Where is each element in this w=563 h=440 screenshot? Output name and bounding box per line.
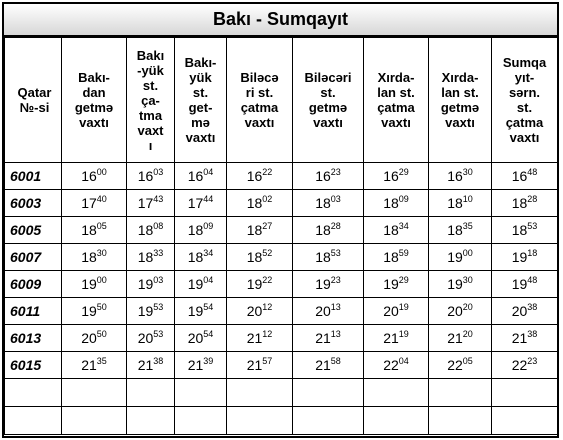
time-cell [127,190,175,217]
header-row [5,38,558,163]
time-hour: 20 [246,303,263,319]
time-cell [364,352,429,379]
time-hour: 18 [315,249,331,265]
time-cell [364,271,429,298]
time-minute: 03 [330,194,341,204]
time-hour: 22 [383,357,399,373]
time-minute: 00 [462,248,473,258]
time-minute: 23 [330,167,341,177]
time-minute: 19 [398,329,409,339]
time-minute: 12 [262,302,273,312]
time-hour: 21 [511,330,528,346]
time-minute: 39 [203,356,214,366]
time-cell [227,325,293,352]
time-hour: 19 [511,249,528,265]
time-cell [127,271,175,298]
empty-cell [293,379,364,407]
time-minute: 10 [462,194,473,204]
time-minute: 13 [330,329,341,339]
train-number: 6005 [5,217,62,244]
time-minute: 57 [262,356,273,366]
time-cell [127,163,175,190]
time-hour: 19 [315,276,331,292]
time-minute: 20 [462,329,473,339]
time-hour: 18 [383,222,399,238]
time-hour: 16 [81,168,97,184]
time-cell [127,352,175,379]
time-hour: 16 [137,168,154,184]
time-hour: 20 [81,330,97,346]
time-minute: 03 [153,167,164,177]
train-number: 6013 [5,325,62,352]
header-bileceri-departure: Biləcəri st. getmə vaxtı [293,38,364,163]
time-cell [492,163,558,190]
time-cell [429,298,492,325]
header-xirdalan-departure: Xırda- lan st. getmə vaxtı [429,38,492,163]
time-cell [429,190,492,217]
header-xirdalan-arrival: Xırda- lan st. çatma vaxtı [364,38,429,163]
time-minute: 00 [96,167,107,177]
time-minute: 04 [203,275,214,285]
time-hour: 18 [315,195,331,211]
time-cell [62,298,127,325]
empty-cell [175,407,227,435]
header-bakiyuk-departure: Bakı- yük st. get- mə vaxtı [175,38,227,163]
time-minute: 22 [262,275,273,285]
train-number: 6007 [5,244,62,271]
time-minute: 48 [527,275,538,285]
time-minute: 54 [203,329,214,339]
time-cell [492,271,558,298]
time-minute: 18 [527,248,538,258]
time-hour: 17 [81,195,97,211]
time-cell [227,352,293,379]
time-cell [175,190,227,217]
time-cell [175,163,227,190]
time-hour: 18 [81,249,97,265]
time-hour: 21 [315,357,331,373]
time-minute: 54 [203,302,214,312]
time-minute: 02 [262,194,273,204]
time-hour: 20 [137,330,154,346]
time-hour: 16 [187,168,204,184]
empty-cell [5,379,62,407]
time-cell [293,163,364,190]
time-minute: 30 [96,248,107,258]
time-cell [364,298,429,325]
table-row [5,244,558,271]
empty-cell [127,379,175,407]
time-minute: 43 [153,194,164,204]
time-cell [293,271,364,298]
time-minute: 30 [462,275,473,285]
time-hour: 21 [447,330,463,346]
time-hour: 16 [246,168,263,184]
empty-cell [127,407,175,435]
schedule-table [4,37,558,435]
time-cell [62,352,127,379]
time-minute: 28 [330,221,341,231]
time-hour: 19 [81,276,97,292]
time-cell [62,217,127,244]
empty-cell [492,407,558,435]
time-minute: 44 [203,194,214,204]
time-hour: 18 [187,249,204,265]
empty-row [5,407,558,435]
time-minute: 33 [153,248,164,258]
time-cell [127,298,175,325]
time-minute: 38 [527,302,538,312]
time-cell [429,244,492,271]
time-cell [293,190,364,217]
header-baki-departure: Bakı- dan getmə vaxtı [62,38,127,163]
time-hour: 18 [137,222,154,238]
time-cell [429,163,492,190]
empty-cell [492,379,558,407]
time-minute: 09 [203,221,214,231]
time-cell [364,325,429,352]
time-cell [227,217,293,244]
time-hour: 16 [315,168,331,184]
train-number: 6003 [5,190,62,217]
time-cell [62,244,127,271]
time-cell [429,325,492,352]
time-hour: 19 [81,303,97,319]
time-cell [62,325,127,352]
time-hour: 18 [447,222,463,238]
time-hour: 18 [383,249,399,265]
time-cell [62,163,127,190]
time-hour: 20 [187,330,204,346]
table-row [5,325,558,352]
time-cell [175,352,227,379]
time-minute: 09 [398,194,409,204]
time-hour: 20 [315,303,331,319]
time-minute: 19 [398,302,409,312]
time-hour: 21 [137,357,154,373]
time-hour: 18 [81,222,97,238]
time-minute: 35 [96,356,107,366]
time-cell [492,217,558,244]
table-row [5,217,558,244]
time-hour: 19 [187,276,204,292]
time-minute: 59 [398,248,409,258]
time-hour: 21 [383,330,399,346]
time-hour: 20 [511,303,528,319]
time-cell [364,190,429,217]
time-minute: 34 [398,221,409,231]
time-hour: 21 [246,357,263,373]
time-hour: 16 [447,168,463,184]
time-cell [492,244,558,271]
time-cell [492,190,558,217]
time-cell [293,217,364,244]
time-hour: 20 [447,303,463,319]
time-hour: 21 [315,330,331,346]
time-minute: 58 [330,356,341,366]
time-cell [492,325,558,352]
time-hour: 21 [187,357,204,373]
time-hour: 18 [187,222,204,238]
time-minute: 08 [153,221,164,231]
time-cell [429,217,492,244]
time-minute: 34 [203,248,214,258]
time-minute: 52 [262,248,273,258]
empty-cell [364,379,429,407]
header-train-number: Qatar №-si [5,38,62,163]
empty-cell [293,407,364,435]
time-minute: 04 [398,356,409,366]
table-row [5,352,558,379]
schedule-container [2,2,559,438]
table-row [5,271,558,298]
time-minute: 23 [527,356,538,366]
time-minute: 03 [153,275,164,285]
time-minute: 53 [153,302,164,312]
table-row [5,298,558,325]
time-minute: 40 [96,194,107,204]
time-minute: 53 [330,248,341,258]
time-cell [364,163,429,190]
time-cell [127,325,175,352]
time-minute: 38 [527,329,538,339]
empty-cell [429,407,492,435]
time-hour: 19 [137,303,154,319]
time-cell [175,298,227,325]
time-cell [429,271,492,298]
time-minute: 28 [527,194,538,204]
time-minute: 12 [262,329,273,339]
schedule-title: Bakı - Sumqayıt [4,4,557,37]
time-cell [62,271,127,298]
time-hour: 22 [447,357,463,373]
time-hour: 18 [511,222,528,238]
time-hour: 22 [511,357,528,373]
time-hour: 18 [315,222,331,238]
time-minute: 27 [262,221,273,231]
empty-cell [5,407,62,435]
time-cell [127,217,175,244]
empty-row [5,379,558,407]
empty-cell [62,407,127,435]
time-cell [227,163,293,190]
time-cell [364,217,429,244]
time-minute: 53 [527,221,538,231]
time-hour: 21 [81,357,97,373]
train-number: 6009 [5,271,62,298]
time-minute: 00 [96,275,107,285]
time-minute: 13 [330,302,341,312]
train-number: 6015 [5,352,62,379]
time-minute: 48 [527,167,538,177]
table-row [5,190,558,217]
time-hour: 19 [447,276,463,292]
schedule-body [5,163,558,435]
time-cell [293,325,364,352]
time-hour: 21 [246,330,263,346]
header-sumqayit-arrival: Sumqa yıt- sərn. st. çatma vaxtı [492,38,558,163]
time-cell [175,217,227,244]
time-hour: 19 [246,276,263,292]
time-minute: 20 [462,302,473,312]
time-minute: 50 [96,329,107,339]
time-cell [227,244,293,271]
time-minute: 29 [398,167,409,177]
time-minute: 05 [462,356,473,366]
time-minute: 04 [203,167,214,177]
time-minute: 50 [96,302,107,312]
time-hour: 16 [511,168,528,184]
time-cell [175,325,227,352]
time-hour: 17 [137,195,154,211]
time-cell [175,271,227,298]
empty-cell [429,379,492,407]
empty-cell [175,379,227,407]
empty-cell [227,379,293,407]
train-number: 6011 [5,298,62,325]
time-hour: 18 [511,195,528,211]
time-hour: 18 [137,249,154,265]
time-cell [62,190,127,217]
time-hour: 19 [511,276,528,292]
time-hour: 18 [246,222,263,238]
time-cell [492,298,558,325]
time-cell [127,244,175,271]
time-hour: 19 [447,249,463,265]
time-hour: 19 [137,276,154,292]
time-cell [364,244,429,271]
time-cell [429,352,492,379]
time-cell [293,352,364,379]
time-minute: 53 [153,329,164,339]
time-cell [175,244,227,271]
time-hour: 16 [383,168,399,184]
time-hour: 18 [447,195,463,211]
time-hour: 17 [187,195,204,211]
time-hour: 19 [187,303,204,319]
time-cell [227,271,293,298]
time-minute: 30 [462,167,473,177]
time-cell [227,190,293,217]
header-bileceri-arrival: Biləcə ri st. çatma vaxtı [227,38,293,163]
time-hour: 18 [246,249,263,265]
time-cell [293,298,364,325]
time-cell [227,298,293,325]
time-hour: 18 [383,195,399,211]
header-bakiyuk-arrival: Bakı -yük st. ça- tma vaxt ı [127,38,175,163]
table-row [5,163,558,190]
time-hour: 19 [383,276,399,292]
time-minute: 23 [330,275,341,285]
time-hour: 20 [383,303,399,319]
empty-cell [62,379,127,407]
train-number: 6001 [5,163,62,190]
time-minute: 29 [398,275,409,285]
time-hour: 18 [246,195,263,211]
time-cell [492,352,558,379]
time-minute: 05 [96,221,107,231]
time-minute: 22 [262,167,273,177]
time-cell [293,244,364,271]
empty-cell [227,407,293,435]
time-minute: 35 [462,221,473,231]
time-minute: 38 [153,356,164,366]
empty-cell [364,407,429,435]
